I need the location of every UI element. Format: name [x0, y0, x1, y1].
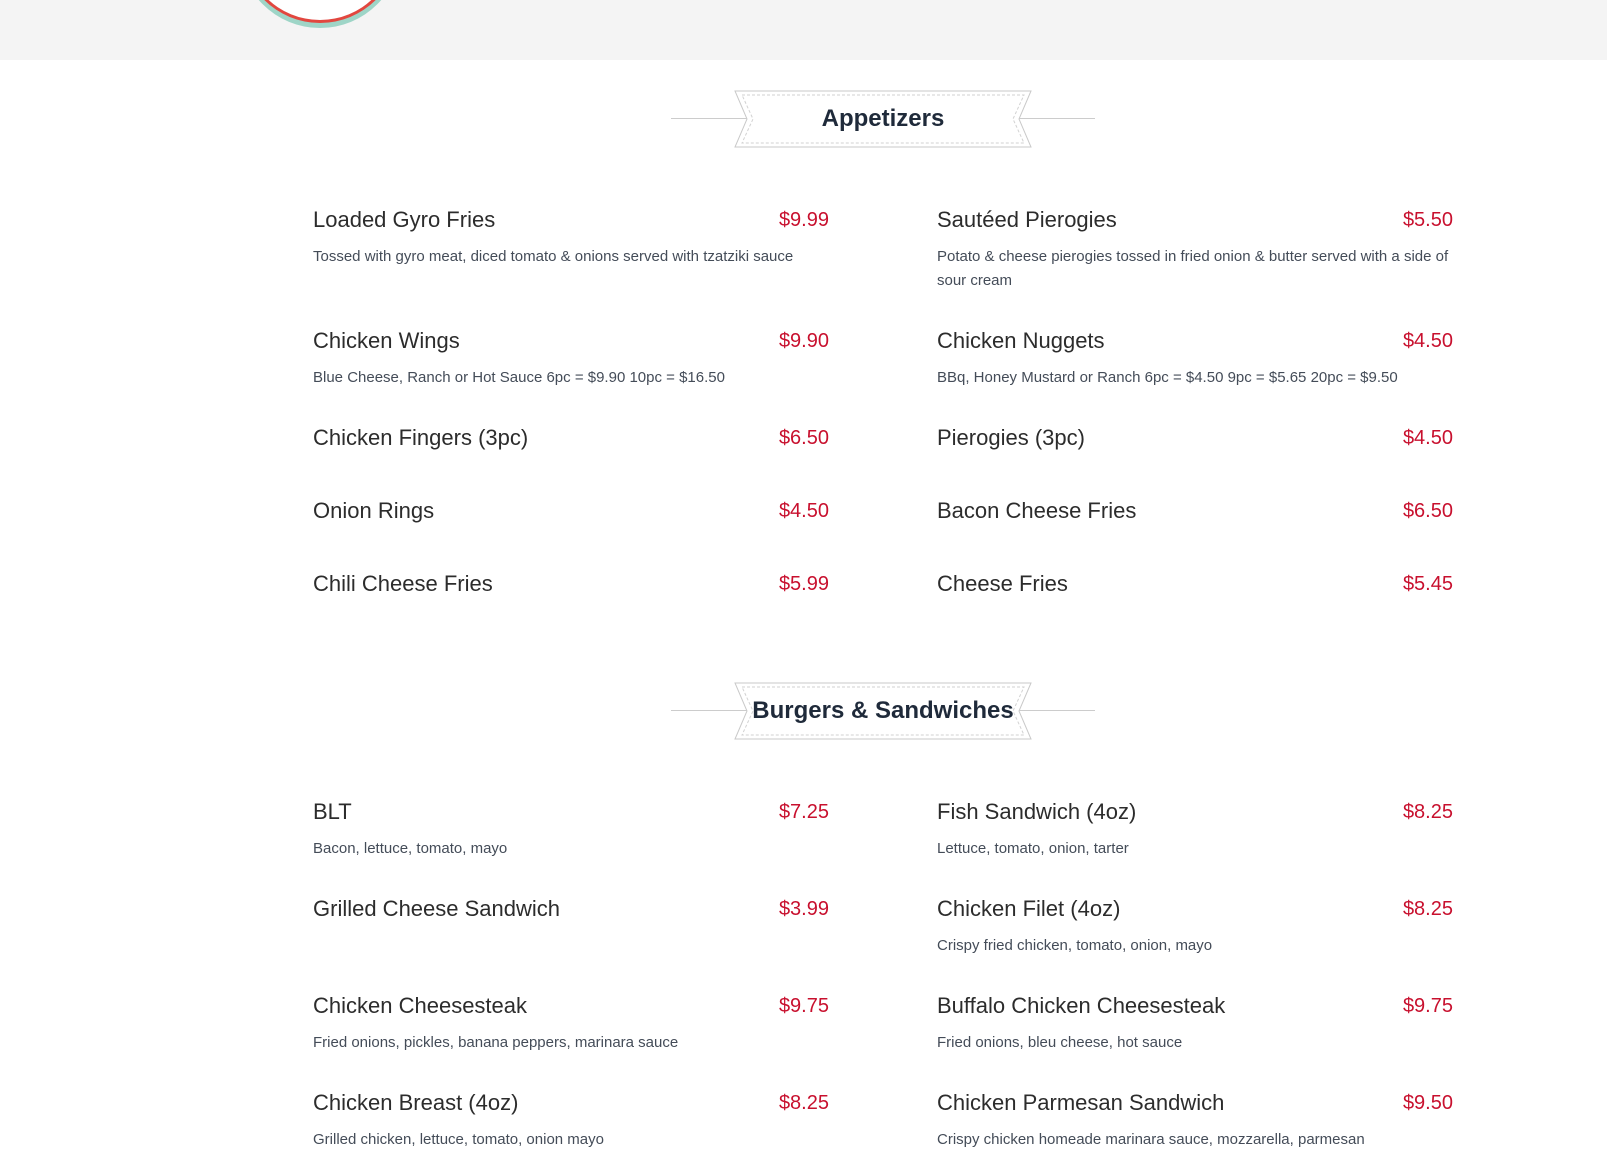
menu-item[interactable] — [937, 423, 1453, 453]
item-price: $9.99 — [778, 209, 829, 231]
item-name: Onion Rings — [313, 498, 435, 523]
item-name: Loaded Gyro Fries — [313, 207, 496, 232]
item-price: $5.50 — [1402, 209, 1453, 231]
item-name: Chicken Parmesan Sandwich — [937, 1090, 1225, 1115]
restaurant-logo[interactable] — [244, 0, 396, 20]
item-price: $9.75 — [1402, 995, 1453, 1017]
menu-item[interactable] — [937, 569, 1453, 599]
item-description: Crispy chicken homeade marinara sauce, mozzarella, parmesan — [937, 1131, 1365, 1148]
item-name: Chicken Nuggets — [937, 328, 1105, 353]
item-price: $4.50 — [1402, 330, 1453, 352]
item-name: Buffalo Chicken Cheesesteak — [937, 993, 1226, 1018]
item-price: $5.99 — [778, 573, 829, 595]
item-description: Potato & cheese pierogies tossed in fried onion & butter served with a side of sour cream — [937, 248, 1449, 289]
menu-item[interactable] — [937, 894, 1453, 958]
menu-item[interactable] — [937, 326, 1453, 390]
item-name: Bacon Cheese Fries — [937, 498, 1137, 523]
section-heading-burgers-sandwiches — [671, 682, 1095, 740]
item-price: $9.50 — [1402, 1092, 1453, 1114]
item-name: Grilled Cheese Sandwich — [313, 896, 561, 921]
menu-item[interactable] — [937, 991, 1453, 1055]
item-price: $8.25 — [1402, 801, 1453, 823]
item-price: $4.50 — [1402, 427, 1453, 449]
item-price: $5.45 — [1402, 573, 1453, 595]
item-price: $3.99 — [778, 898, 829, 920]
menu-item[interactable] — [313, 894, 829, 924]
item-description: Blue Cheese, Ranch or Hot Sauce 6pc = $9.90 10pc = $16.50 — [313, 369, 725, 386]
menu-item[interactable] — [313, 205, 829, 269]
item-description: Fried onions, bleu cheese, hot sauce — [937, 1034, 1183, 1051]
item-name: Chicken Wings — [313, 328, 460, 353]
item-price: $6.50 — [1402, 500, 1453, 522]
menu-item[interactable] — [937, 797, 1453, 861]
item-description: Lettuce, tomato, onion, tarter — [937, 840, 1129, 857]
item-price: $8.25 — [778, 1092, 829, 1114]
menu-item[interactable] — [313, 1088, 829, 1152]
section-heading-appetizers — [671, 90, 1095, 148]
menu-item[interactable] — [313, 423, 829, 453]
item-price: $6.50 — [778, 427, 829, 449]
item-price: $8.25 — [1402, 898, 1453, 920]
item-price: $9.90 — [778, 330, 829, 352]
menu-item[interactable] — [937, 496, 1453, 526]
menu-item[interactable] — [313, 496, 829, 526]
item-name: Fish Sandwich (4oz) — [937, 799, 1137, 824]
item-name: Sautéed Pierogies — [937, 207, 1117, 232]
item-name: Chicken Breast (4oz) — [313, 1090, 519, 1115]
menu-item[interactable] — [313, 797, 829, 861]
item-description: Crispy fried chicken, tomato, onion, mayo — [937, 937, 1213, 954]
item-description: BBq, Honey Mustard or Ranch 6pc = $4.50 9pc = $5.65 20pc = $9.50 — [937, 369, 1398, 386]
section-title: Appetizers — [821, 105, 945, 132]
item-name: Chili Cheese Fries — [313, 571, 493, 596]
menu-item[interactable] — [313, 991, 829, 1055]
menu-item[interactable] — [313, 326, 829, 390]
menu-item[interactable] — [313, 569, 829, 599]
item-description: Grilled chicken, lettuce, tomato, onion mayo — [313, 1131, 604, 1148]
section-title: Burgers & Sandwiches — [752, 697, 1014, 724]
item-name: Chicken Cheesesteak — [313, 993, 528, 1018]
item-price: $4.50 — [778, 500, 829, 522]
item-name: BLT — [313, 799, 352, 824]
item-name: Chicken Fingers (3pc) — [313, 425, 529, 450]
item-description: Tossed with gyro meat, diced tomato & onions served with tzatziki sauce — [313, 248, 794, 265]
item-price: $9.75 — [778, 995, 829, 1017]
item-price: $7.25 — [778, 801, 829, 823]
item-name: Chicken Filet (4oz) — [937, 896, 1121, 921]
site-header — [0, 0, 1607, 60]
menu-item[interactable] — [937, 1088, 1453, 1152]
menu-item[interactable] — [937, 205, 1453, 293]
item-description: Fried onions, pickles, banana peppers, marinara sauce — [313, 1034, 679, 1051]
item-description: Bacon, lettuce, tomato, mayo — [313, 840, 508, 857]
item-name: Cheese Fries — [937, 571, 1068, 596]
item-name: Pierogies (3pc) — [937, 425, 1085, 450]
